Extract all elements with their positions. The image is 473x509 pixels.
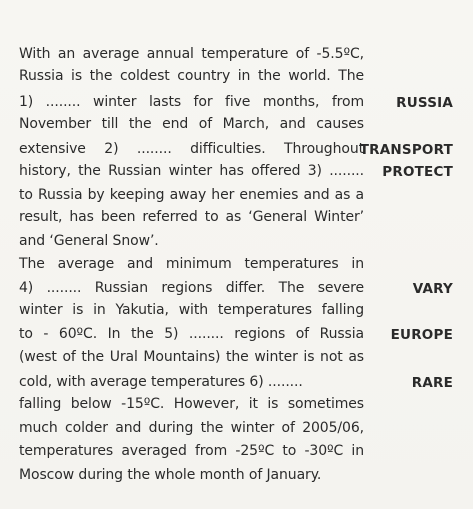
text-line-3: 1) ........ winter lasts for five months, from [19, 94, 364, 110]
text-line-17: much colder and during the winter of 2005/06, [19, 420, 364, 436]
keyword-protect: PROTECT [382, 164, 453, 180]
text-line-19: Moscow during the whole month of January. [19, 467, 322, 483]
keyword-transport: TRANSPORT [359, 142, 453, 158]
text-line-8: result, has been referred to as ‘General Winter’ [19, 209, 364, 225]
text-line-5: extensive 2) ........ difficulties. Throughout [19, 141, 364, 157]
text-line-15: cold, with average temperatures 6) ........ [19, 374, 303, 390]
text-line-6: history, the Russian winter has offered 3) ........ [19, 163, 364, 179]
keyword-europe: EUROPE [390, 327, 453, 343]
text-line-4: November till the end of March, and causes [19, 116, 364, 132]
text-line-1: With an average annual temperature of -5.5ºC, [19, 46, 364, 62]
keyword-russia: RUSSIA [396, 95, 453, 111]
text-line-7: to Russia by keeping away her enemies and as a [19, 187, 364, 203]
text-line-9: and ‘General Snow’. [19, 233, 159, 249]
text-line-2: Russia is the coldest country in the world. The [19, 68, 364, 84]
text-line-14: (west of the Ural Mountains) the winter is not as [19, 349, 364, 365]
text-line-10: The average and minimum temperatures in [19, 256, 364, 272]
text-line-16: falling below -15ºC. However, it is sometimes [19, 396, 364, 412]
text-line-13: to - 60ºC. In the 5) ........ regions of Russia [19, 326, 364, 342]
keyword-vary: VARY [412, 281, 453, 297]
keyword-rare: RARE [411, 375, 453, 391]
text-line-12: winter is in Yakutia, with temperatures falling [19, 302, 364, 318]
text-line-11: 4) ........ Russian regions differ. The severe [19, 280, 364, 296]
text-line-18: temperatures averaged from -25ºC to -30ºC in [19, 443, 364, 459]
